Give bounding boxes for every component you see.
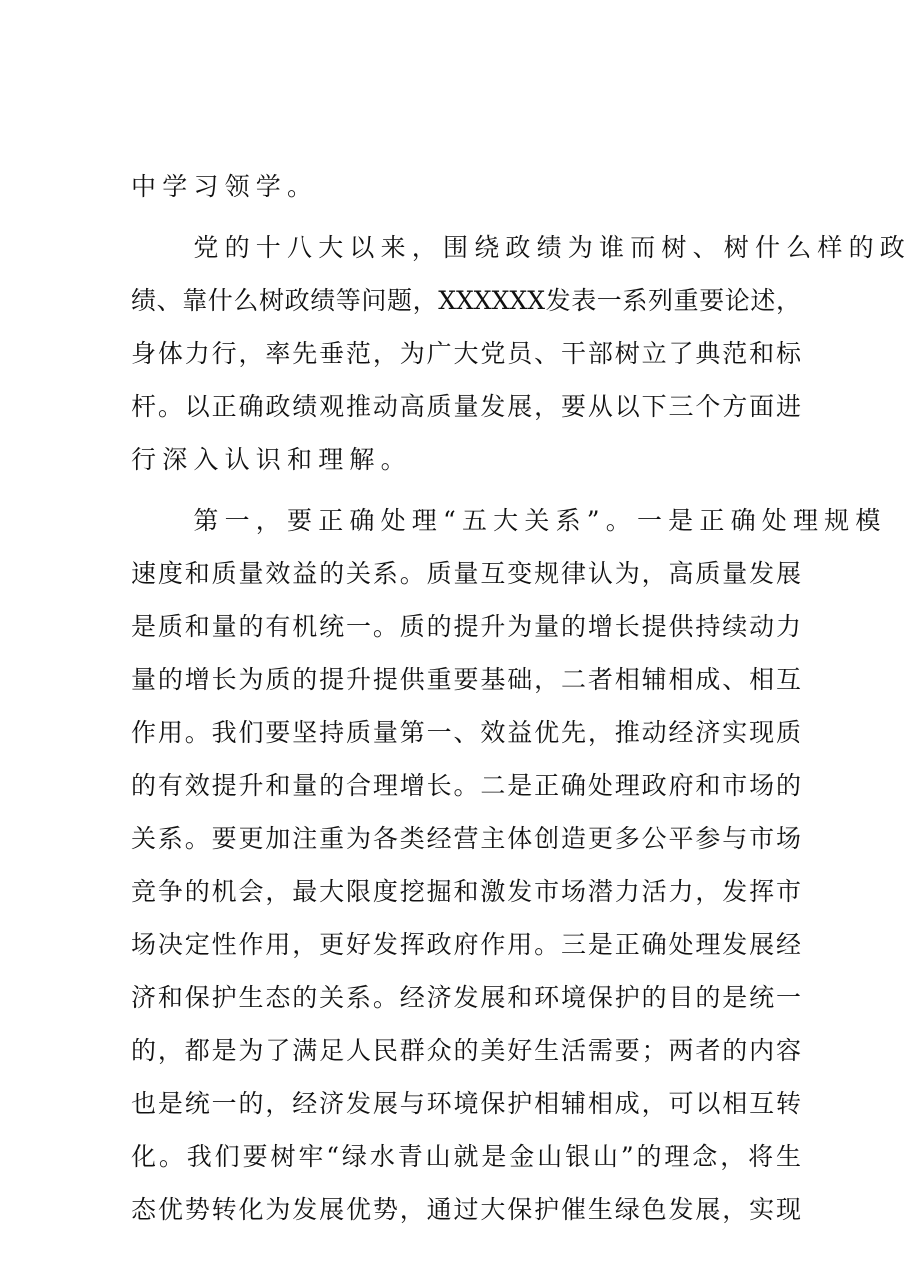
text-line: 济和保护生态的关系。经济发展和环境保护的目的是统一 bbox=[131, 983, 801, 1012]
text-line: 身体力行，率先垂范，为广大党员、干部树立了典范和标 bbox=[131, 339, 801, 368]
text-line: 绩、靠什么树政绩等问题，XXXXXX发表一系列重要论述， bbox=[131, 286, 801, 315]
text-line: 是质和量的有机统一。质的提升为量的增长提供持续动力 bbox=[131, 612, 801, 641]
text-line: 的，都是为了满足人民群众的美好生活需要；两者的内容 bbox=[131, 1036, 801, 1065]
body-text bbox=[131, 160, 911, 1236]
text-line: 杆。以正确政绩观推动高质量发展，要从以下三个方面进 bbox=[131, 392, 801, 421]
text-line: 竞争的机会，最大限度挖掘和激发市场潜力活力，发挥市 bbox=[131, 877, 801, 906]
text-line: 第一，要正确处理“五大关系”。一是正确处理规模 bbox=[131, 506, 887, 535]
text-line: 中学习领学。 bbox=[131, 172, 319, 201]
text-line: 速度和质量效益的关系。质量互变规律认为，高质量发展 bbox=[131, 559, 801, 588]
text-line: 场决定性作用，更好发挥政府作用。三是正确处理发展经 bbox=[131, 930, 801, 959]
text-line: 行深入认识和理解。 bbox=[131, 445, 412, 474]
text-line: 也是统一的，经济发展与环境保护相辅相成，可以相互转 bbox=[131, 1089, 801, 1118]
text-line: 党的十八大以来，围绕政绩为谁而树、树什么样的政 bbox=[131, 233, 911, 262]
text-line: 态优势转化为发展优势，通过大保护催生绿色发展，实现 bbox=[131, 1195, 801, 1224]
text-line: 量的增长为质的提升提供重要基础，二者相辅相成、相互 bbox=[131, 665, 801, 694]
text-line: 化。我们要树牢“绿水青山就是金山银山”的理念，将生 bbox=[131, 1142, 801, 1171]
text-line: 的有效提升和量的合理增长。二是正确处理政府和市场的 bbox=[131, 771, 801, 800]
text-line: 关系。要更加注重为各类经营主体创造更多公平参与市场 bbox=[131, 824, 801, 853]
text-line: 作用。我们要坚持质量第一、效益优先，推动经济实现质 bbox=[131, 718, 801, 747]
